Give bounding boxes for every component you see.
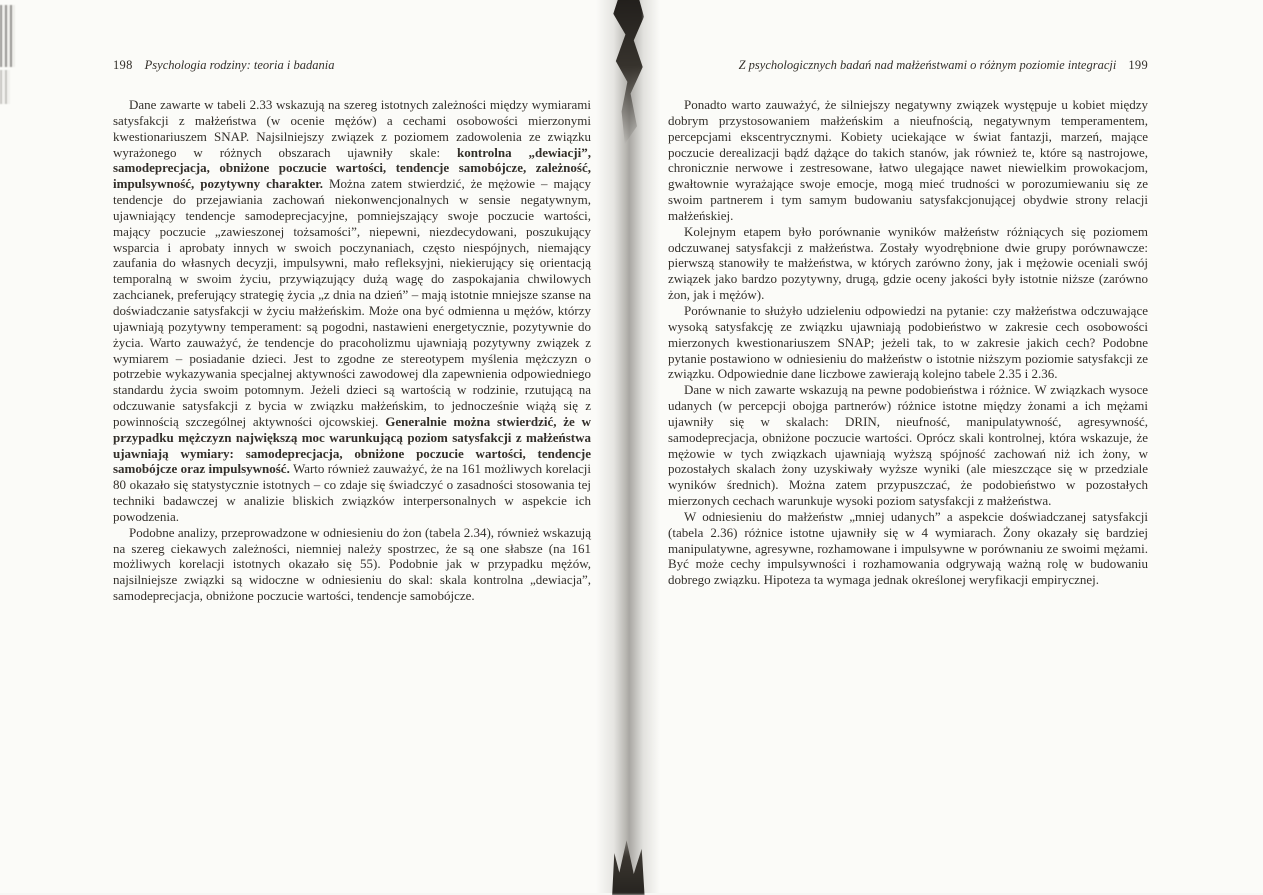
- paragraph-run: Podobne analizy, przeprowadzone w odniesieniu do żon (tabela 2.34), również wskazują na szereg ciekawych zależności, niemniej należy spostrzec, że są one słabsze (na 161 możliwych korelacji istotnych okazało się 55). Podobnie jak w przypadku mężów, najsilniejsze związki są widoczne w odniesieniu do skal: skala kontrolna „dewiacja”, samodeprecjacja, obniżone poczucie wartości, tendencje samobójcze.: [113, 524, 591, 604]
- page-right-body: [668, 97, 1148, 588]
- page-right: [668, 0, 1148, 893]
- paragraph: [668, 303, 1148, 382]
- paragraph-run-bold: Generalnie można stwierdzić, że w przypadku mężczyzn największą moc warunkującą poziom satysfakcji z małżeństwa ujawniają wymiary: samodeprecjacja, obniżone poczucie wartości, tendencje samobójcze oraz impulsywność.: [113, 413, 591, 477]
- page-left-body: [113, 97, 591, 604]
- paragraph-run: Kolejnym etapem było porównanie wyników małżeństw różniących się poziomem odczuwanej satysfakcji z małżeństwa. Zostały wyodrębnione dwie grupy porównawcze: pierwszą stanowiły te małżeństwa, w których zarówno żony, jak i mężowie oceniali swój związek jako bardzo pozytywny, drugą, gdzie oceny jakości były istotnie niższe (zarówno żon, jak i mężów).: [668, 223, 1148, 303]
- running-head-left: [113, 57, 591, 73]
- paragraph-run: Warto również zauważyć, że na 161 możliwych korelacji 80 okazało się statystycznie istotnych – co zdaje się świadczyć o zasadności stosowania tej techniki badawczej w analizie bliskich związków interpersonalnych w aspekcie ich powodzenia.: [113, 461, 591, 524]
- paragraph: [668, 509, 1148, 588]
- page-number-left: 198: [113, 58, 133, 72]
- paragraph: [113, 525, 591, 604]
- gutter-shadow-bottom: [610, 825, 646, 895]
- paragraph-run: Ponadto warto zauważyć, że silniejszy negatywny związek występuje u kobiet między dobrym przystosowaniem małżeńskim a nieufnością, negatywnym temperamentem, percepcjami ekscentrycznymi. Kobiety uciekające w świat fantazji, marzeń, mające poczucie derealizacji bądź dążące do takich stanów, jak również te, które są nastrojowe, chronicznie nerwowe i zestresowane, łatwo ulegające nawet niewielkim prowokacjom, gwałtownie wyrażające swoje emocje, mogą mieć trudności w porozumiewaniu się ze swoim partnerem i tym samym budowaniu satysfakcjonującej obydwie strony relacji małżeńskiej.: [668, 97, 1148, 223]
- scan-artifact-top-left: [0, 5, 15, 67]
- paragraph: [668, 224, 1148, 303]
- paragraph-run: Dane w nich zawarte wskazują na pewne podobieństwa i różnice. W związkach wysoce udanych (w percepcji obojga partnerów) różnice istotne między żonami a ich mężami ujawniły się w skalach: DRIN, nieufność, manipulatywność, agresywność, samodeprecjacja, obniżone poczucie wartości. Oprócz skali kontrolnej, która wskazuje, że mężowie w tych związkach ujawniają wyższą spójność zachowań niż ich żony, w pozostałych skalach żony uzyskiwały wyższe wyniki (ale mieszczące się w przedziale wyników średnich). Można zatem przypuszczać, że podobieństwo w pozostałych mierzonych cechach warunkuje wysoki poziom satysfakcji z małżeństwa.: [668, 382, 1148, 509]
- gutter-shadow-top: [612, 0, 644, 144]
- running-head-right: [668, 57, 1148, 73]
- paragraph-run: W odniesieniu do małżeństw „mniej udanych” a aspekcie doświadczanej satysfakcji (tabela 2.36) różnice istotne ujawniły się w 4 wymiarach. Żony okazały się bardziej manipulatywne, agresywne, rozhamowane i impulsywne w porównaniu ze swoimi mężami. Być może cechy impulsywności i rozhamowania odgrywają ważną rolę w budowaniu dobrego związku. Hipoteza ta wymaga jednak określonej weryfikacji empirycznej.: [668, 508, 1148, 588]
- book-gutter-shadow: [596, 0, 660, 893]
- paragraph-run-bold: kontrolna „dewiacji”, samodeprecjacja, obniżone poczucie wartości, tendencje samobójcze, zależność, impulsywność, pozytywny charakter.: [113, 144, 591, 192]
- paragraph: [113, 97, 591, 525]
- page-left: [113, 0, 591, 893]
- page-number-right: 199: [1128, 58, 1148, 72]
- running-title-left: Psychologia rodziny: teoria i badania: [144, 58, 335, 72]
- paragraph: [668, 97, 1148, 224]
- paragraph-run: Porównanie to służyło udzieleniu odpowiedzi na pytanie: czy małżeństwa odczuwające wysoką satysfakcję ze związku ujawniają podobieństwo w zakresie cech osobowości mierzonych kwestionariuszem SNAP; jeżeli tak, to w zakresie jakich cech? Podobne pytanie postawiono w odniesieniu do małżeństw o istotnie niższym poziomie satysfakcji ze związku. Odpowiednie dane liczbowe zawierają kolejno tabele 2.35 i 2.36.: [668, 302, 1148, 382]
- paragraph-run: Można zatem stwierdzić, że mężowie – mający tendencje do przejawiania zachowań niekonwencjonalnych w sensie negatywnym, ujawniający tendencje samodeprecjacyjne, pomniejszający swoje poczucie wartości, mający poczucie „zawieszonej tożsamości”, niepewni, niezdecydowani, poszukujący wsparcia i aprobaty innych w swoich poczynaniach, często niespójnych, niemający zaufania do własnych decyzji, impulsywni, mało refleksyjni, niekierujący się orientacją temporalną w swoim życiu, przywiązujący dużą wagę do zaspokajania chwilowych zachcianek, preferujący strategię życia „z dnia na dzień” – mają istotnie mniejsze szanse na doświadczanie satysfakcji w życiu małżeńskim. Może ona być odmienna u mężów, którzy ujawniają pozytywny temperament: są pogodni, nastawieni energetycznie, pozytywnie do życia. Warto zauważyć, że tendencje do pracoholizmu ujawniają pozytywny związek z wymiarem – posiadanie dzieci. Jest to zgodne ze stereotypem myślenia mężczyzn o potrzebie wykazywania specjalnej aktywności zawodowej dla zapewnienia odpowiedniego standardu życia swoim potomnym. Jeżeli dzieci są wartością w rodzinie, rzutującą na odczuwanie satysfakcji z bycia w związku małżeńskim, to jednocześnie wiążą się z powinnością szczególnej aktywności ojcowskiej.: [113, 176, 591, 429]
- paragraph-run: Dane zawarte w tabeli 2.33 wskazują na szereg istotnych zależności między wymiarami satysfakcji z małżeństwa (w ocenie mężów) a cechami osobowości mierzonymi kwestionariuszem SNAP. Najsilniejszy związek z poziomem zadowolenia ze związku wyrażonego w różnych obszarach ujawniły skale:: [113, 97, 591, 160]
- running-title-right: Z psychologicznych badań nad małżeństwami o różnym poziomie integracji: [738, 58, 1117, 72]
- scan-artifact-left-edge: [0, 70, 10, 104]
- paragraph: [668, 382, 1148, 509]
